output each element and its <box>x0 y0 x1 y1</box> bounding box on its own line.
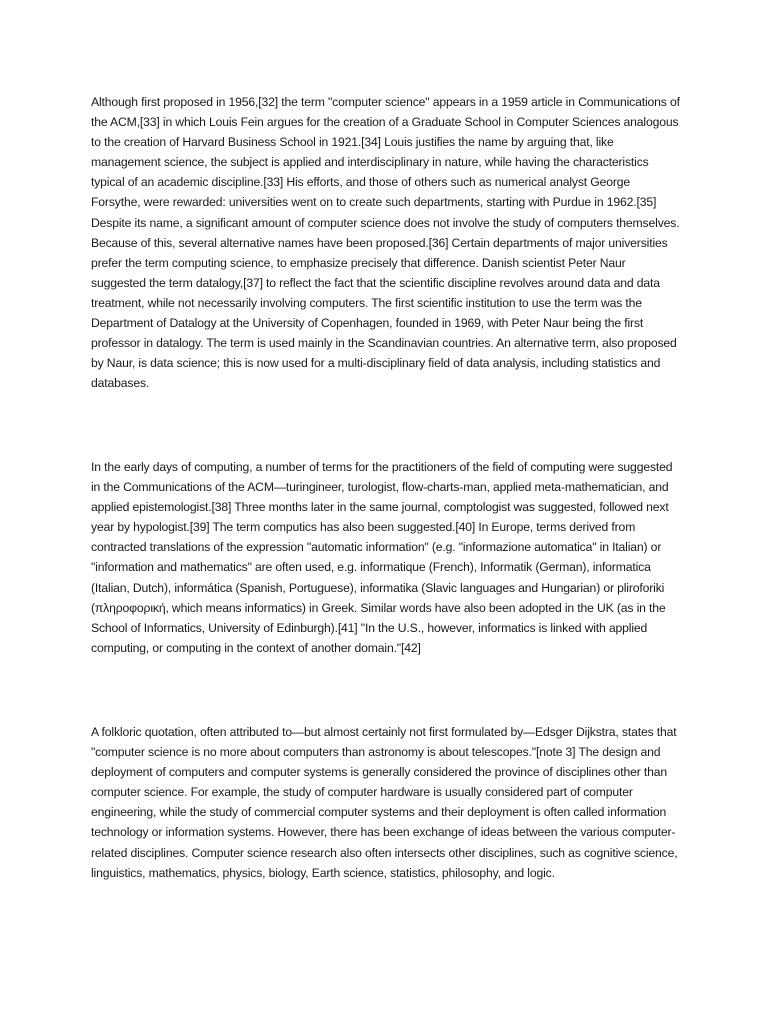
paragraph-etymology: Although first proposed in 1956,[32] the term "computer science" appears in a 1959 article in Communications of the ACM,[33] in which Louis Fein argues for the creation of a Graduate School in Computer Sciences analogous to the creation of Harvard Business School in 1921.[34] Louis justifies the name by arguing that, like management science, the subject is applied and interdisciplinary in nature, while having the characteristics typical of an academic discipline.[33] His efforts, and those of others such as numerical analyst George Forsythe, were rewarded: universities went on to create such departments, starting with Purdue in 1962.[35] Despite its name, a significant amount of computer science does not involve the study of computers themselves. Because of this, several alternative names have been proposed.[36] Certain departments of major universities prefer the term computing science, to emphasize precisely that difference. Danish scientist Peter Naur suggested the term datalogy,[37] to reflect the fact that the scientific discipline revolves around data and data treatment, while not necessarily involving computers. The first scientific institution to use the term was the Department of Datalogy at the University of Copenhagen, founded in 1969, with Peter Naur being the first professor in datalogy. The term is used mainly in the Scandinavian countries. An alternative term, also proposed by Naur, is data science; this is now used for a multi-disciplinary field of data analysis, including statistics and databases. <box>91 95 680 391</box>
paragraph-dijkstra-quote: A folkloric quotation, often attributed to—but almost certainly not first formulated by—Edsger Dijkstra, states that "computer science is no more about computers than astronomy is about telescopes."[note 3] The design and deployment of computers and computer systems is generally considered the province of disciplines other than computer science. For example, the study of computer hardware is usually considered part of computer engineering, while the study of commercial computer systems and their deployment is often called information technology or information systems. However, there has been exchange of ideas between the various computer-related disciplines. Computer science research also often intersects other disciplines, such as cognitive science, linguistics, mathematics, physics, biology, Earth science, statistics, philosophy, and logic. <box>91 725 678 880</box>
paragraph-practitioner-terms: In the early days of computing, a number of terms for the practitioners of the field of computing were suggested in the Communications of the ACM—turingineer, turologist, flow-charts-man, applied meta-mathematician, and applied epistemologist.[38] Three months later in the same journal, comptologist was suggested, followed next year by hypologist.[39] The term computics has also been suggested.[40] In Europe, terms derived from contracted translations of the expression "automatic information" (e.g. "informazione automatica" in Italian) or "information and mathematics" are often used, e.g. informatique (French), Informatik (German), informatica (Italian, Dutch), informática (Spanish, Portuguese), informatika (Slavic languages and Hungarian) or pliroforiki (πληροφορική, which means informatics) in Greek. Similar words have also been adopted in the UK (as in the School of Informatics, University of Edinburgh).[41] "In the U.S., however, informatics is linked with applied computing, or computing in the context of another domain."[42] <box>91 460 673 655</box>
